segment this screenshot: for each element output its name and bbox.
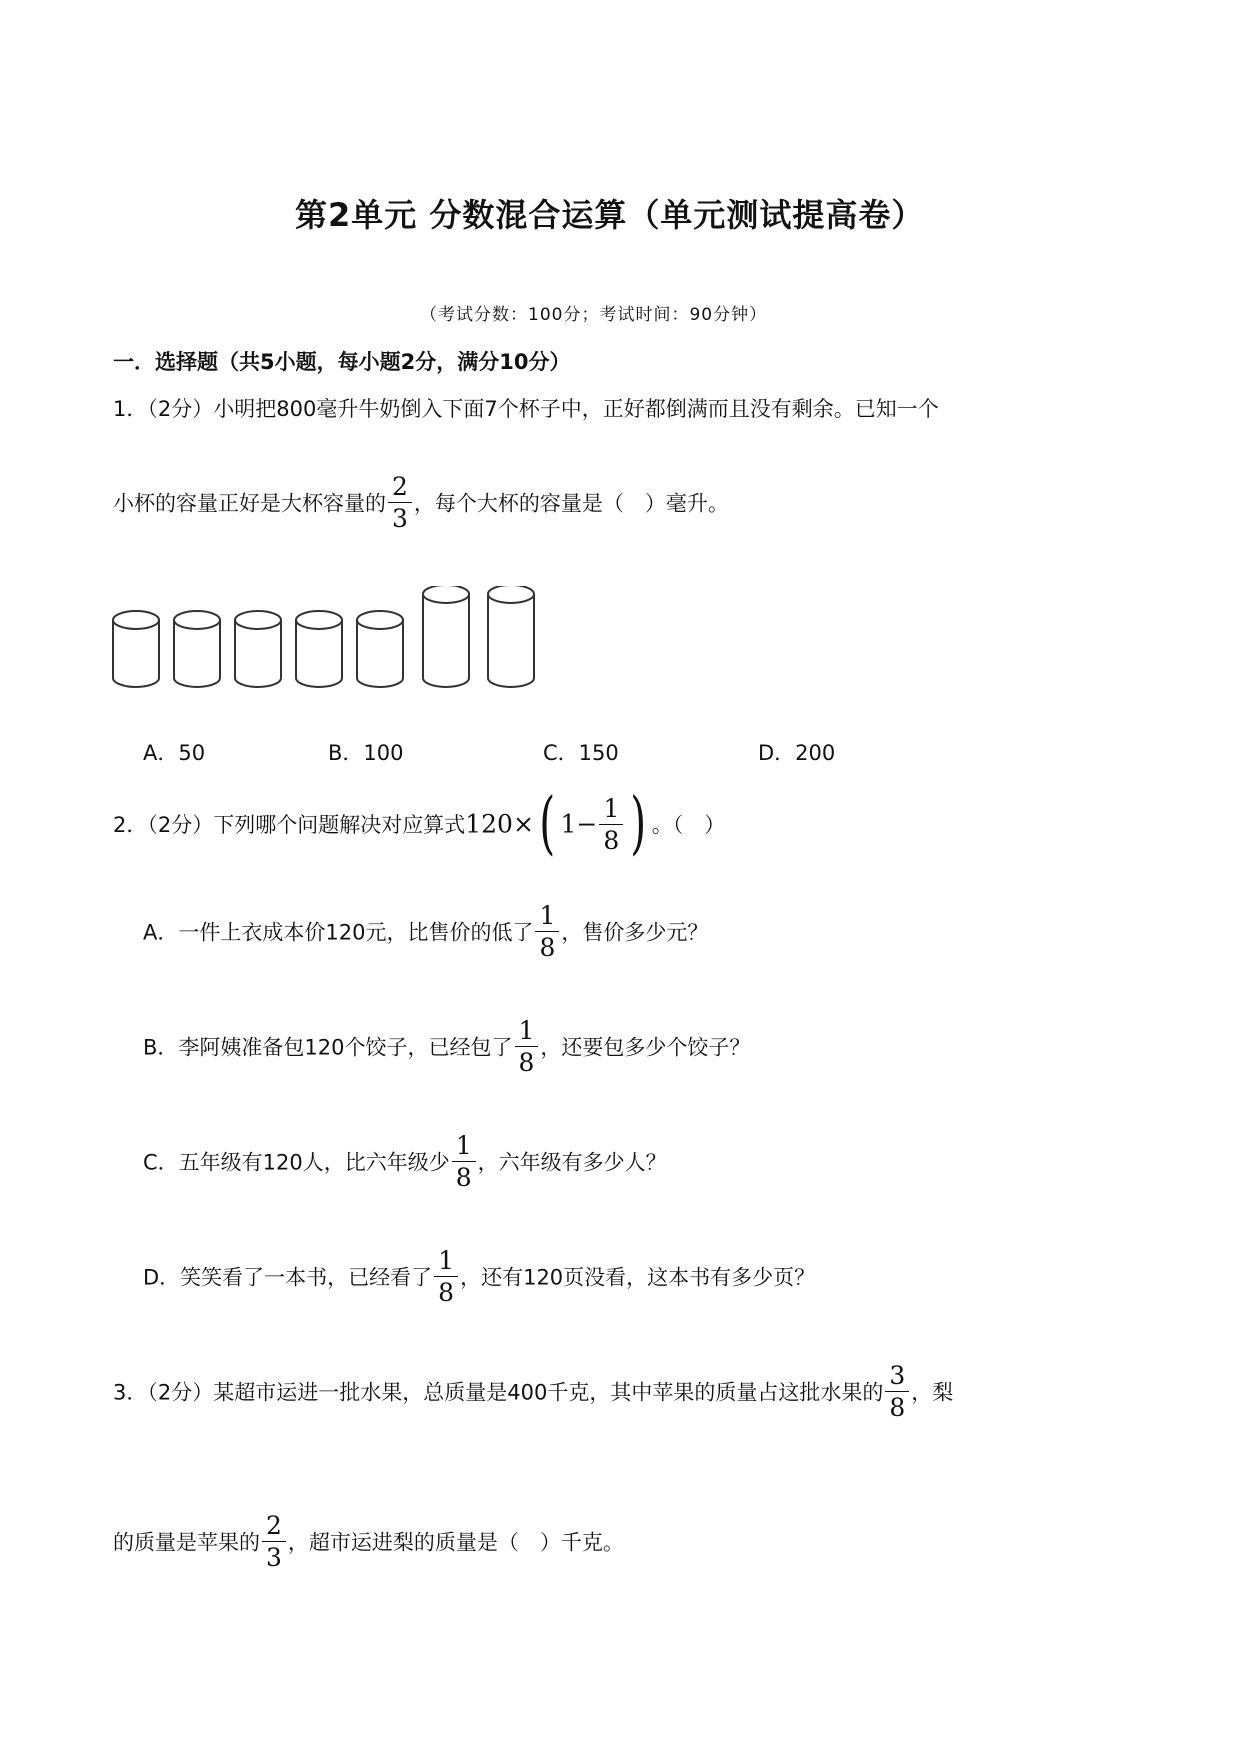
small-cup-icon [296, 611, 342, 687]
small-cup-icon [235, 611, 281, 687]
option-label: D． [758, 741, 796, 765]
q3-fraction2-num: 2 [262, 1513, 286, 1542]
fraction-num: 1 [434, 1248, 458, 1277]
q2-fraction-den: 8 [603, 825, 620, 855]
option-text: 一件上衣成本价120元，比售价的低了 [178, 920, 534, 945]
q2-option-b[interactable] [143, 1018, 750, 1075]
option-fraction [535, 903, 559, 960]
option-text: 李阿姨准备包120个饺子，已经包了 [178, 1035, 513, 1060]
q2-text-before: 下列哪个问题解决对应算式 [213, 813, 466, 837]
q3-line2 [113, 1513, 624, 1570]
option-value: 200 [795, 741, 836, 765]
q2-line [113, 784, 726, 863]
q3-fraction2 [262, 1513, 286, 1570]
page-title: 第2单元 分数混合运算（单元测试提高卷） [295, 196, 925, 234]
option-text: 五年级有120人，比六年级少 [178, 1150, 450, 1175]
small-cup-icon [113, 611, 159, 687]
large-cup-icon [488, 586, 534, 687]
q3-fraction1 [885, 1363, 909, 1420]
q1-text-line2-after: ，每个大杯的容量是（ ）毫升。 [413, 491, 729, 516]
q1-line2 [113, 474, 729, 531]
fraction-num: 1 [515, 1018, 539, 1047]
q2-text-after: 。（ ） [651, 813, 726, 837]
section-heading: 一．选择题（共5小题，每小题2分，满分10分） [113, 350, 571, 374]
q1-text-line1: 小明把800毫升牛奶倒入下面7个杯子中，正好都倒满而且没有剩余。已知一个 [213, 397, 939, 421]
q3-number: 3． [113, 1380, 148, 1405]
large-cup-icon [423, 586, 469, 687]
q3-text-line1-after: ，梨 [911, 1380, 954, 1405]
q3-text-line1-before: 某超市运进一批水果，总质量是400千克，其中苹果的质量占这批水果的 [213, 1380, 884, 1405]
q1-number: 1． [113, 397, 148, 421]
option-label: A． [143, 920, 179, 945]
q1-line1 [113, 394, 939, 424]
option-fraction [452, 1133, 476, 1190]
q2-fraction [599, 793, 623, 855]
exam-info: （考试分数：100分；考试时间：90分钟） [420, 305, 768, 325]
option-label: D． [143, 1265, 181, 1290]
fraction-den: 8 [539, 933, 556, 962]
fraction-num: 1 [452, 1133, 476, 1162]
q1-option-a[interactable] [143, 738, 205, 768]
small-cup-icon [357, 611, 403, 687]
q2-option-c[interactable] [143, 1133, 667, 1190]
option-text: ，还要包多少个饺子？ [540, 1035, 751, 1060]
q1-option-d[interactable] [758, 738, 835, 768]
option-label: C． [143, 1150, 179, 1175]
q1-option-b[interactable] [328, 738, 404, 768]
q2-option-a[interactable] [143, 903, 708, 960]
q1-score: （2分） [147, 397, 214, 421]
left-paren-icon: ( [539, 784, 556, 863]
q1-text-line2-before: 小杯的容量正好是大杯容量的 [113, 491, 386, 516]
option-text: ，还有120页没看，这本书有多少页？ [460, 1265, 816, 1290]
q2-score: （2分） [147, 813, 214, 837]
q3-fraction1-den: 8 [889, 1393, 906, 1422]
option-text: ，售价多少元？ [561, 920, 709, 945]
option-label: A． [143, 741, 179, 765]
option-label: C． [543, 741, 579, 765]
option-fraction [515, 1018, 539, 1075]
cups-illustration [110, 586, 550, 696]
q1-fraction-num: 2 [388, 474, 412, 503]
option-text: ，六年级有多少人？ [477, 1150, 667, 1175]
q3-line1 [113, 1363, 953, 1420]
q2-expression-left: 120× [465, 809, 534, 839]
q3-text-line2-before: 的质量是苹果的 [113, 1530, 260, 1555]
small-cup-icon [174, 611, 220, 687]
q1-fraction-den: 3 [392, 504, 408, 533]
fraction-den: 8 [438, 1278, 455, 1307]
fraction-num: 1 [535, 903, 559, 932]
q2-expression-inner: 1− [560, 809, 598, 839]
q2-fraction-num: 1 [599, 796, 623, 825]
fraction-den: 8 [518, 1048, 535, 1077]
q3-fraction1-num: 3 [885, 1363, 909, 1392]
option-label: B． [143, 1035, 179, 1060]
option-value: 100 [363, 741, 404, 765]
q3-score: （2分） [147, 1380, 214, 1405]
right-paren-icon: ) [630, 784, 647, 863]
q2-option-d[interactable] [143, 1248, 815, 1305]
q1-fraction [388, 474, 412, 531]
q3-text-line2-after: ，超市运进梨的质量是（ ）千克。 [287, 1530, 624, 1555]
option-text: 笑笑看了一本书，已经看了 [180, 1265, 433, 1290]
option-value: 50 [178, 741, 206, 765]
option-value: 150 [578, 741, 619, 765]
option-label: B． [328, 741, 364, 765]
fraction-den: 8 [455, 1163, 472, 1192]
q2-number: 2． [113, 813, 148, 837]
option-fraction [434, 1248, 458, 1305]
q1-option-c[interactable] [543, 738, 619, 768]
q3-fraction2-den: 3 [266, 1543, 282, 1572]
